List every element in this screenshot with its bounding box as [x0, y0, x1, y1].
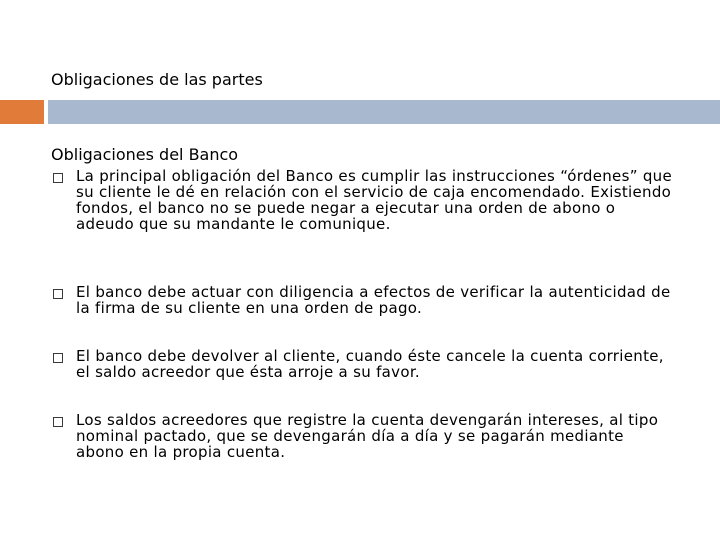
- bullet-text: Los saldos acreedores que registre la cuenta devengarán intereses, al tipo nominal pactado, que se devengarán día a día y se pagarán mediante abono en la propia cuenta.: [76, 411, 659, 461]
- square-bullet-icon: [53, 289, 63, 299]
- bullet-text: El banco debe devolver al cliente, cuando éste cancele la cuenta corriente, el saldo acreedor que ésta arroje a su favor.: [76, 347, 664, 381]
- title-accent-bar: [0, 100, 44, 124]
- title-underline-bar: [48, 100, 720, 124]
- bullet-text: El banco debe actuar con diligencia a efectos de verificar la autenticidad de la firma de su cliente en una orden de pago.: [76, 283, 671, 317]
- square-bullet-icon: [53, 173, 63, 183]
- square-bullet-icon: [53, 417, 63, 427]
- slide-title: Obligaciones de las partes: [51, 70, 263, 89]
- square-bullet-icon: [53, 353, 63, 363]
- bullet-text: La principal obligación del Banco es cumplir las instrucciones “órdenes” que su cliente le dé en relación con el servicio de caja encomendado. Existiendo fondos, el banco no se puede negar a ejecutar una orden de abono o adeudo que su mandante le comunique.: [76, 167, 672, 233]
- section-heading: Obligaciones del Banco: [51, 145, 239, 164]
